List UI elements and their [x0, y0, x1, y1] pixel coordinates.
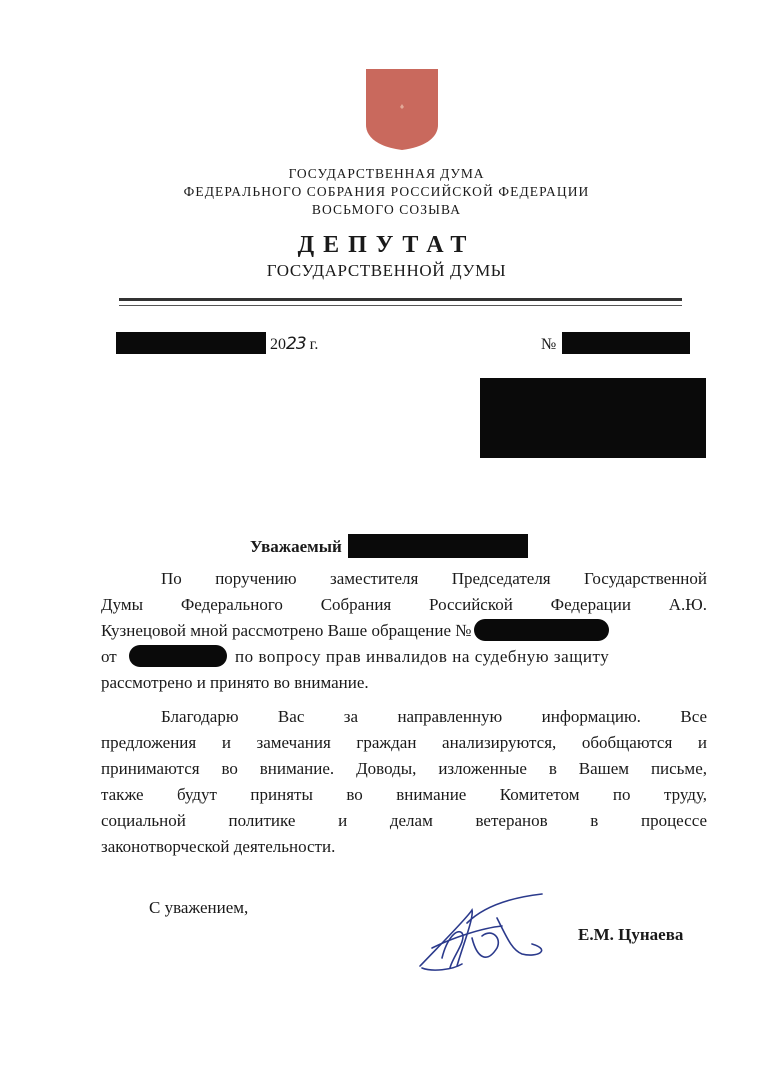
signature-image	[412, 888, 562, 974]
paragraph-line: рассмотрено и принято во внимание.	[101, 673, 369, 692]
letter-number	[541, 332, 690, 354]
year-suffix: г.	[305, 336, 319, 353]
letterhead-title: ДЕПУТАТ	[297, 232, 476, 258]
org-name-line1: ГОСУДАРСТВЕННАЯ ДУМА	[288, 166, 485, 181]
paragraph-text: от	[101, 647, 117, 666]
sign-off: С уважением,	[149, 898, 249, 917]
paragraph-line: также будут приняты во внимание Комитетом по труду,	[101, 785, 707, 804]
greeting-text: Уважаемый	[250, 537, 342, 556]
paragraph-text: Кузнецовой мной рассмотрено Ваше обращение №	[101, 621, 472, 640]
header-rule-thin	[119, 305, 682, 306]
state-emblem-icon	[364, 67, 440, 151]
paragraph-line	[101, 618, 707, 644]
redacted-date	[116, 332, 266, 354]
number-label: №	[541, 336, 557, 353]
year-prefix: 20	[270, 336, 286, 353]
redacted-addressee	[480, 378, 706, 458]
paragraph-line: По поручению заместителя Председателя Государственной	[161, 569, 707, 588]
redacted-appeal-number	[474, 619, 609, 641]
paragraph-1	[101, 566, 707, 696]
letterhead-subtitle: ГОСУДАРСТВЕННОЙ ДУМЫ	[266, 261, 507, 280]
paragraph-line: Благодарю Вас за направленную информацию. Все	[161, 707, 707, 726]
header-rule-thick	[119, 298, 682, 301]
paragraph-line: предложения и замечания граждан анализируются, обобщаются и	[101, 733, 707, 752]
redacted-appeal-date	[129, 645, 227, 667]
org-name-line3: ВОСЬМОГО СОЗЫВА	[311, 202, 462, 217]
letter-date	[116, 332, 318, 354]
redacted-name	[348, 534, 528, 558]
signer-name: Е.М. Цунаева	[578, 925, 684, 944]
paragraph-2	[101, 704, 707, 860]
redacted-number	[562, 332, 690, 354]
paragraph-line: социальной политике и делам ветеранов в процессе	[101, 811, 707, 830]
paragraph-text: по вопросу прав инвалидов на судебную защиту	[234, 647, 610, 666]
paragraph-line	[101, 644, 707, 670]
paragraph-line: законотворческой деятельности.	[101, 837, 336, 856]
greeting	[250, 534, 528, 558]
org-name-line2: ФЕДЕРАЛЬНОГО СОБРАНИЯ РОССИЙСКОЙ ФЕДЕРАЦИИ	[183, 184, 590, 199]
year-handwritten: 23	[286, 334, 306, 354]
paragraph-line: Думы Федерального Собрания Российской Федерации А.Ю.	[101, 595, 707, 614]
paragraph-line: принимаются во внимание. Доводы, изложенные в Вашем письме,	[101, 759, 707, 778]
